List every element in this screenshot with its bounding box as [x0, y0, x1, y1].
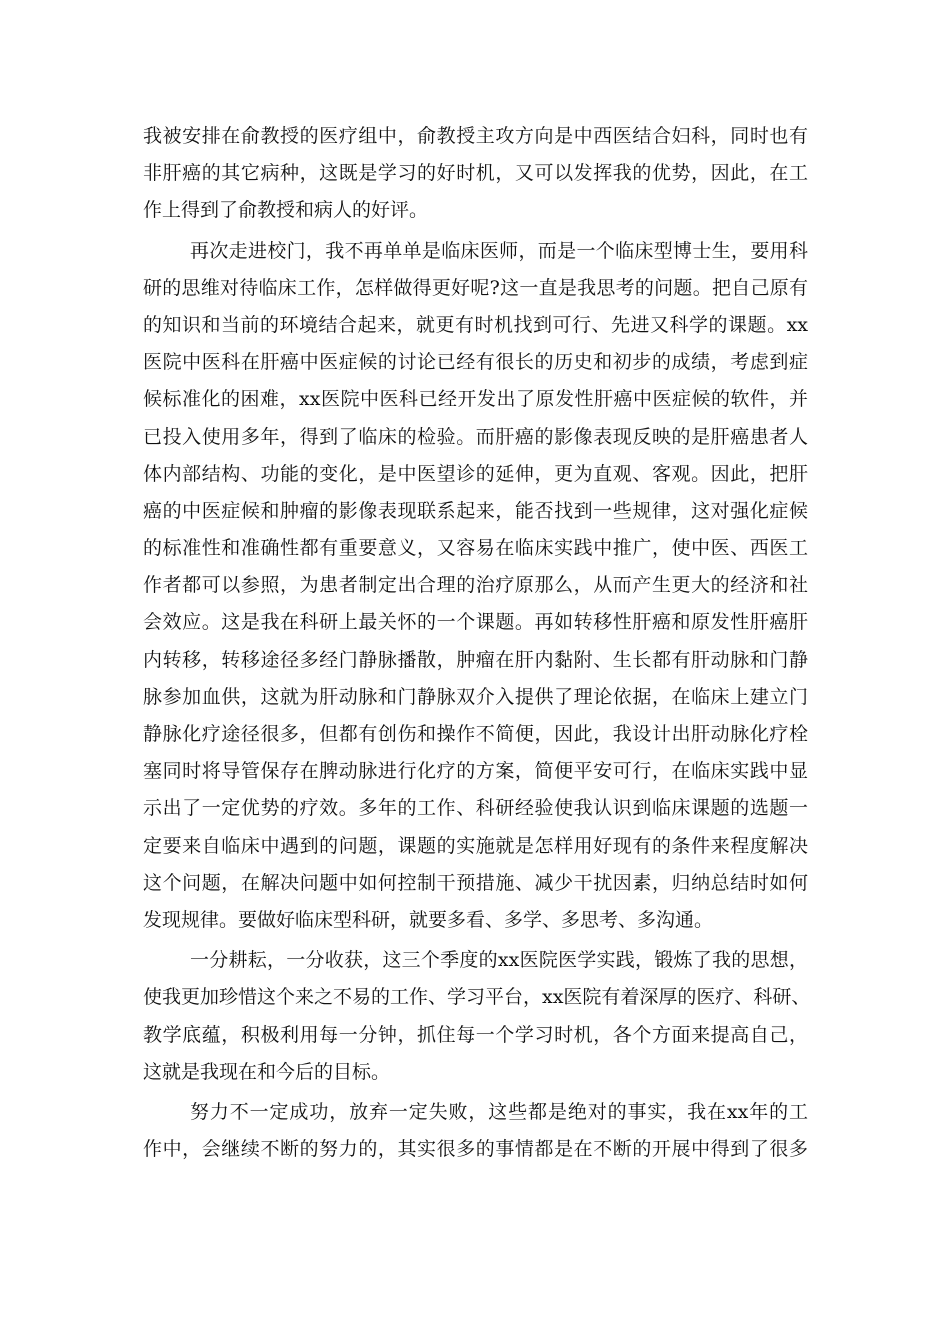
- text-line: 的知识和当前的环境结合起来，就更有时机找到可行、先进又科学的课题。xx: [143, 313, 808, 336]
- text-line: 会效应。这是我在科研上最关怀的一个课题。再如转移性肝癌和原发性肝癌肝: [143, 611, 808, 634]
- paragraph-2: [143, 233, 808, 940]
- text-line: 非肝癌的其它病种，这既是学习的好时机，又可以发挥我的优势，因此，在工: [143, 162, 808, 185]
- text-line: 教学底蕴，积极利用每一分钟，抓住每一个学习时机，各个方面来提高自己，: [143, 1023, 808, 1046]
- text-line: 努力不一定成功，放弃一定失败，这些都是绝对的事实，我在xx年的工: [190, 1100, 808, 1123]
- text-line: 候标准化的困难，xx医院中医科已经开发出了原发性肝癌中医症候的软件，并: [143, 388, 808, 411]
- text-line: 使我更加珍惜这个来之不易的工作、学习平台，xx医院有着深厚的医疗、科研、: [143, 986, 811, 1009]
- paragraph-3: [143, 942, 811, 1091]
- text-line: 这就是我现在和今后的目标。: [143, 1060, 391, 1083]
- paragraph-1: [143, 118, 808, 230]
- text-line: 研的思维对待临床工作，怎样做得更好呢?这一直是我思考的问题。把自己原有: [143, 276, 808, 299]
- text-line: 定要来自临床中遇到的问题，课题的实施就是怎样用好现有的条件来程度解决: [143, 834, 808, 857]
- text-line: 发现规律。要做好临床型科研，就要多看、多学、多思考、多沟通。: [143, 908, 714, 931]
- text-line: 一分耕耘，一分收获，这三个季度的xx医院医学实践，锻炼了我的思想，: [190, 949, 808, 972]
- text-line: 内转移，转移途径多经门静脉播散，肿瘤在肝内黏附、生长都有肝动脉和门静: [143, 648, 808, 671]
- text-line: 医院中医科在肝癌中医症候的讨论已经有很长的历史和初步的成绩，考虑到症: [143, 351, 808, 374]
- text-line: 塞同时将导管保存在脾动脉进行化疗的方案，简便平安可行，在临床实践中显: [143, 760, 808, 783]
- text-line: 静脉化疗途径很多，但都有创伤和操作不简便，因此，我设计出肝动脉化疗栓: [143, 723, 808, 745]
- text-line: 作中，会继续不断的努力的，其实很多的事情都是在不断的开展中得到了很多: [143, 1138, 808, 1161]
- text-line: 已投入使用多年，得到了临床的检验。而肝癌的影像表现反映的是肝癌患者人: [143, 425, 808, 448]
- text-line: 体内部结构、功能的变化，是中医望诊的延伸，更为直观、客观。因此，把肝: [143, 462, 808, 485]
- text-line: 癌的中医症候和肿瘤的影像表现联系起来，能否找到一些规律，这对强化症候: [143, 499, 808, 522]
- text-line: 脉参加血供，这就为肝动脉和门静脉双介入提供了理论依据，在临床上建立门: [143, 685, 808, 708]
- paragraph-4: [143, 1094, 808, 1168]
- text-line: 这个问题，在解决问题中如何控制干预措施、减少干扰因素，归纳总结时如何: [143, 871, 808, 894]
- body-text: [143, 118, 811, 1168]
- text-line: 作上得到了俞教授和病人的好评。: [143, 199, 429, 222]
- text-line: 再次走进校门，我不再单单是临床医师，而是一个临床型博士生，要用科: [190, 239, 808, 262]
- text-line: 的标准性和准确性都有重要意义，又容易在临床实践中推广，使中医、西医工: [143, 537, 808, 560]
- text-line: 我被安排在俞教授的医疗组中，俞教授主攻方向是中西医结合妇科，同时也有: [143, 125, 808, 147]
- text-line: 示出了一定优势的疗效。多年的工作、科研经验使我认识到临床课题的选题一: [143, 797, 808, 820]
- text-line: 作者都可以参照，为患者制定出合理的治疗原那么，从而产生更大的经济和社: [143, 574, 808, 597]
